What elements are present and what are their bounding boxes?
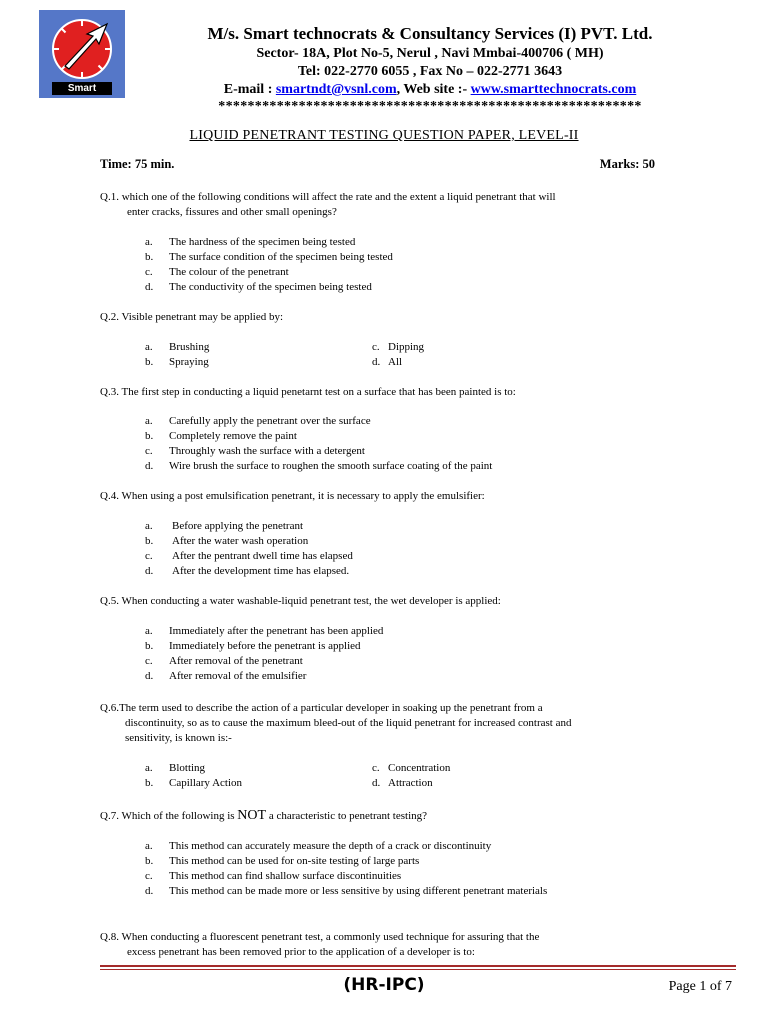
footer-rule	[100, 969, 736, 970]
option: d. Attraction	[372, 777, 433, 789]
option: c. Throughly wash the surface with a detergent	[145, 445, 365, 457]
logo-label: Smart	[52, 82, 112, 95]
question-8	[100, 930, 640, 960]
footer-rule	[100, 965, 736, 967]
question-text: excess penetrant has been removed prior to the application of a developer is to:	[127, 946, 475, 958]
email-link[interactable]: smartndt@vsnl.com	[275, 82, 397, 97]
option: d. This method can be made more or less sensitive by using different penetrant materials	[145, 885, 548, 897]
option: c. After removal of the penetrant	[145, 655, 303, 667]
contact-line	[130, 82, 730, 98]
question-5	[100, 594, 640, 609]
option: c. After the pentrant dwell time has elapsed	[145, 550, 353, 562]
question-1	[100, 190, 640, 220]
question-text: Q.5. When conducting a water washable-liquid penetrant test, the wet developer is applied:	[100, 595, 501, 607]
emphasis-not: NOT	[237, 808, 267, 823]
compass-arrow-icon	[45, 16, 119, 82]
time-allowed: Time: 75 min.	[100, 157, 175, 171]
option: a. Brushing	[145, 341, 210, 353]
paper-title	[0, 128, 768, 144]
option: c. The colour of the penetrant	[145, 266, 289, 278]
question-text: Q.3. The first step in conducting a liquid penetarnt test on a surface that has been painted is to:	[100, 386, 516, 398]
company-address: Sector- 18A, Plot No-5, Nerul , Navi Mmbai-400706 ( MH)	[256, 46, 604, 61]
option: a. This method can accurately measure the depth of a crack or discontinuity	[145, 840, 492, 852]
paper-title-text: LIQUID PENETRANT TESTING QUESTION PAPER, LEVEL-II	[189, 128, 579, 143]
option: a. Blotting	[145, 762, 206, 774]
question-text: Q.7. Which of the following is NOT a characteristic to penetrant testing?	[100, 808, 428, 823]
option: d. The conductivity of the specimen being tested	[145, 281, 372, 293]
option: c. Concentration	[372, 762, 451, 774]
option: b. This method can be used for on-site testing of large parts	[145, 855, 420, 867]
question-4	[100, 489, 640, 504]
question-3	[100, 385, 640, 400]
option: a. The hardness of the specimen being tested	[145, 236, 356, 248]
company-logo	[39, 10, 125, 98]
question-text: enter cracks, fissures and other small openings?	[127, 206, 337, 218]
option: a. Before applying the penetrant	[145, 520, 304, 532]
question-text: discontinuity, so as to cause the maximum bleed-out of the liquid penetrant for increased contrast and	[125, 717, 572, 729]
question-2	[100, 310, 640, 325]
option: d. After the development time has elapsed.	[145, 565, 350, 577]
option: c. This method can find shallow surface discontinuities	[145, 870, 402, 882]
page-number: Page 1 of 7	[668, 979, 732, 994]
option: b. The surface condition of the specimen being tested	[145, 251, 393, 263]
option: b. Capillary Action	[145, 777, 243, 789]
option: b. After the water wash operation	[145, 535, 309, 547]
total-marks: Marks: 50	[599, 157, 655, 171]
option: b. Completely remove the paint	[145, 430, 297, 442]
email-label: E-mail :	[223, 82, 276, 97]
question-text: Q.2. Visible penetrant may be applied by:	[100, 311, 284, 323]
question-text: sensitivity, is known is:-	[125, 732, 232, 744]
option: d. All	[372, 356, 403, 368]
option: b. Spraying	[145, 356, 209, 368]
website-link[interactable]: www.smarttechnocrats.com	[470, 82, 637, 97]
option: b. Immediately before the penetrant is applied	[145, 640, 361, 652]
option: c. Dipping	[372, 341, 425, 353]
header-divider: **********************************************************	[218, 99, 642, 114]
question-6	[100, 701, 640, 746]
question-text: Q.8. When conducting a fluorescent penetrant test, a commonly used technique for assuring that the	[100, 931, 540, 943]
footer-code: (HR-IPC)	[343, 975, 425, 995]
question-text: Q.4. When using a post emulsification penetrant, it is necessary to apply the emulsifier:	[100, 490, 485, 502]
option: d. After removal of the emulsifier	[145, 670, 307, 682]
option: a. Immediately after the penetrant has been applied	[145, 625, 384, 637]
company-name: M/s. Smart technocrats & Consultancy Services (I) PVT. Ltd.	[207, 24, 653, 43]
option: d. Wire brush the surface to roughen the smooth surface coating of the paint	[145, 460, 493, 472]
website-label: , Web site :-	[396, 82, 471, 97]
company-phone: Tel: 022-2770 6055 , Fax No – 022-2771 3643	[297, 64, 563, 79]
question-text: Q.6.The term used to describe the action of a particular developer in soaking up the penetrant from a	[100, 702, 543, 714]
question-7	[100, 808, 640, 824]
question-text: Q.1. which one of the following conditions will affect the rate and the extent a liquid penetrant that will	[100, 191, 556, 203]
option: a. Carefully apply the penetrant over the surface	[145, 415, 371, 427]
